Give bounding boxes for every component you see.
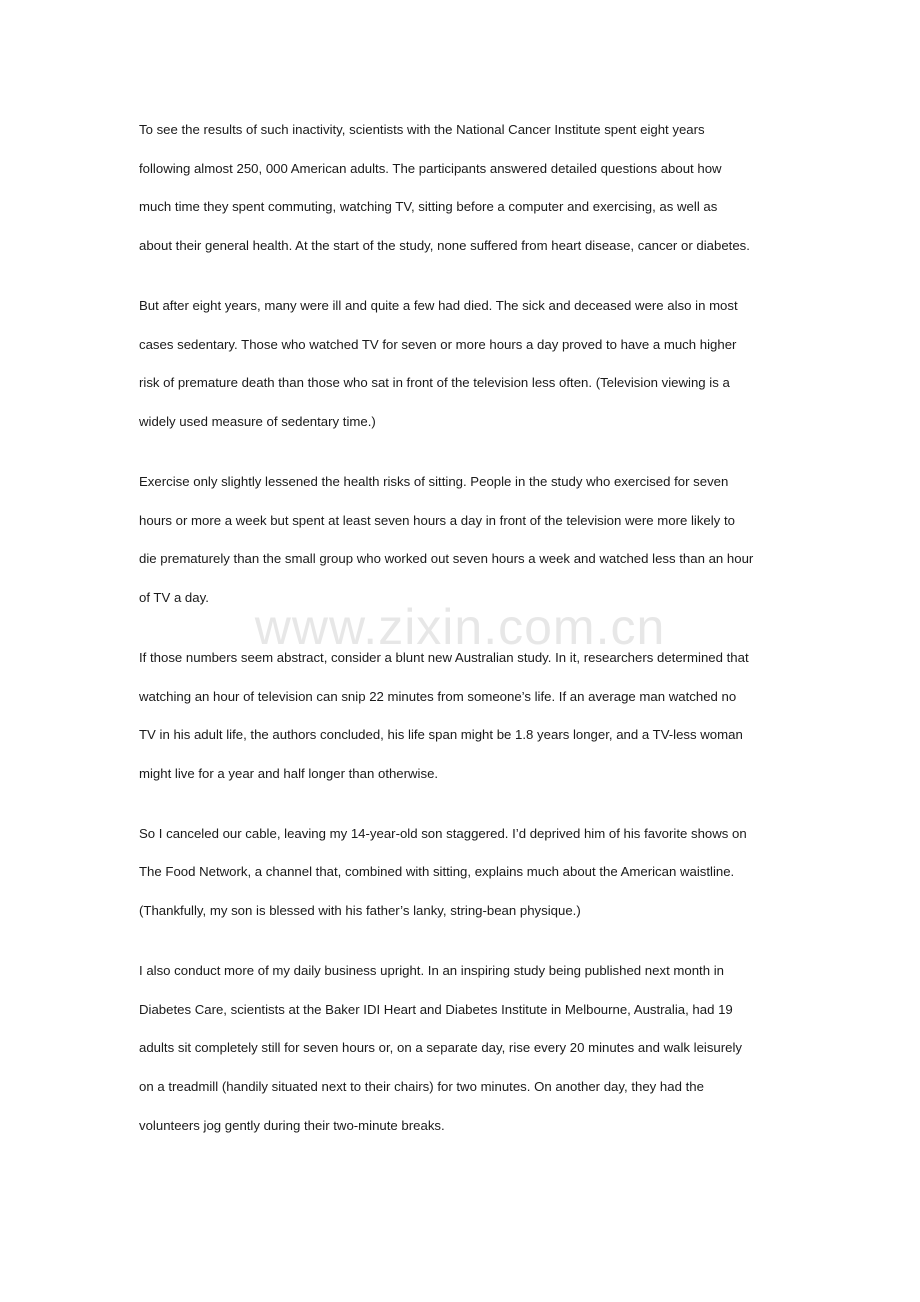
- text-line: much time they spent commuting, watching TV, sitting before a computer and exercising, as well as: [139, 199, 718, 215]
- paragraph-3: [139, 463, 785, 617]
- text-line: about their general health. At the start of the study, none suffered from heart disease, cancer or diabetes.: [139, 237, 750, 253]
- document-body: [139, 111, 785, 1167]
- text-line: I also conduct more of my daily business upright. In an inspiring study being published next month in: [139, 963, 724, 979]
- text-line: on a treadmill (handily situated next to their chairs) for two minutes. On another day, they had the: [139, 1079, 704, 1095]
- text-line: might live for a year and half longer than otherwise.: [139, 765, 439, 781]
- text-line: volunteers jog gently during their two-minute breaks.: [139, 1117, 445, 1133]
- paragraph-6: [139, 952, 785, 1145]
- text-line: TV in his adult life, the authors concluded, his life span might be 1.8 years longer, and a TV-less woman: [139, 727, 743, 743]
- text-line: Diabetes Care, scientists at the Baker IDI Heart and Diabetes Institute in Melbourne, Australia, had 19: [139, 1001, 733, 1017]
- text-line: of TV a day.: [139, 589, 209, 605]
- text-line: The Food Network, a channel that, combined with sitting, explains much about the American waistline.: [139, 864, 735, 880]
- text-line: watching an hour of television can snip 22 minutes from someone’s life. If an average man watched no: [139, 688, 737, 704]
- text-line: hours or more a week but spent at least seven hours a day in front of the television were more likely to: [139, 512, 735, 528]
- text-line: risk of premature death than those who sat in front of the television less often. (Television viewing is a: [139, 375, 730, 391]
- text-line: following almost 250, 000 American adults. The participants answered detailed questions about how: [139, 160, 722, 176]
- text-line: (Thankfully, my son is blessed with his father’s lanky, string-bean physique.): [139, 903, 581, 919]
- text-line: If those numbers seem abstract, consider a blunt new Australian study. In it, researchers determined that: [139, 649, 749, 665]
- paragraph-1: [139, 111, 785, 265]
- text-line: But after eight years, many were ill and quite a few had died. The sick and deceased were also in most: [139, 297, 738, 313]
- text-line: die prematurely than the small group who worked out seven hours a week and watched less than an hour: [139, 551, 754, 567]
- text-line: Exercise only slightly lessened the health risks of sitting. People in the study who exercised for seven: [139, 473, 729, 489]
- paragraph-4: [139, 639, 785, 793]
- watermark: www.zixin.com.cn: [254, 599, 666, 655]
- paragraph-2: [139, 287, 785, 441]
- text-line: adults sit completely still for seven hours or, on a separate day, rise every 20 minutes and walk leisurely: [139, 1040, 743, 1056]
- text-line: cases sedentary. Those who watched TV for seven or more hours a day proved to have a much higher: [139, 336, 737, 352]
- text-line: To see the results of such inactivity, scientists with the National Cancer Institute spent eight years: [139, 122, 705, 137]
- text-line: widely used measure of sedentary time.): [139, 413, 376, 429]
- paragraph-5: [139, 815, 785, 931]
- text-line: So I canceled our cable, leaving my 14-year-old son staggered. I’d deprived him of his favorite shows on: [139, 825, 747, 841]
